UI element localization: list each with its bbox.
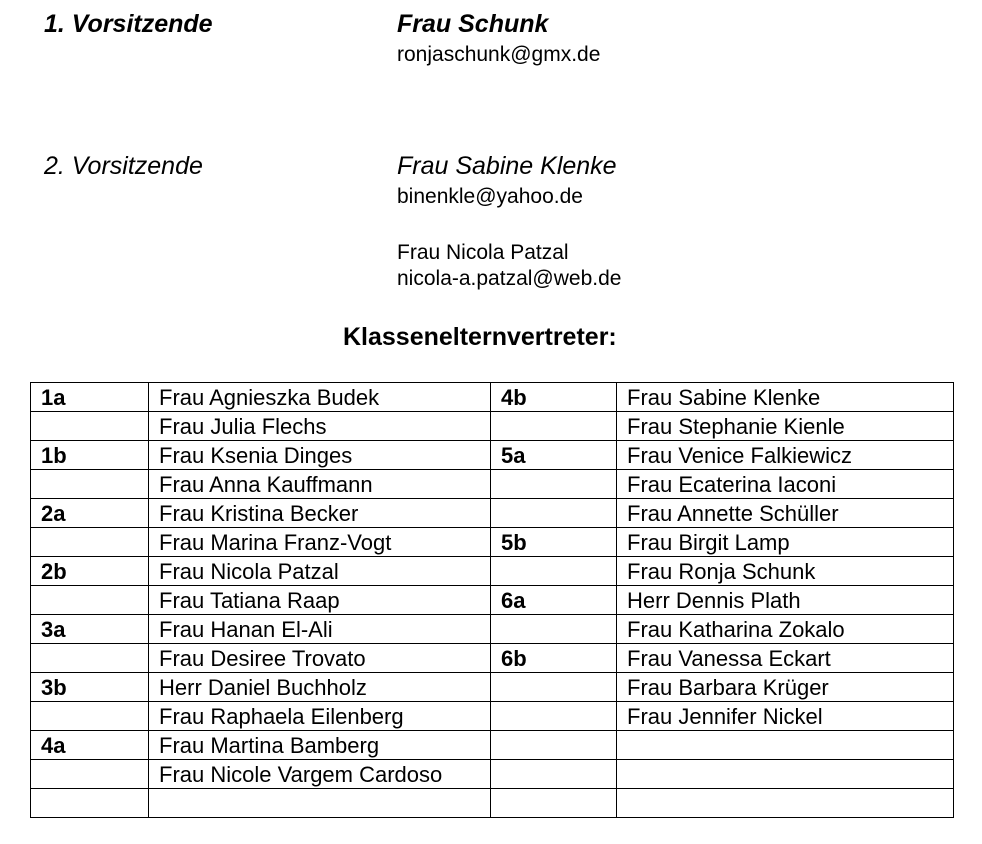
name-cell: Frau Barbara Krüger [617,673,954,702]
name-cell: Frau Birgit Lamp [617,528,954,557]
reps-title: Klassenelternvertreter: [343,323,617,351]
class-cell: 6b [491,644,617,673]
name-cell: Herr Dennis Plath [617,586,954,615]
chair2-role: 2. Vorsitzende [44,152,203,180]
table-row [31,586,954,615]
name-cell: Frau Kristina Becker [149,499,491,528]
table-row [31,644,954,673]
table-row [31,528,954,557]
class-cell [31,644,149,673]
name-cell: Frau Marina Franz-Vogt [149,528,491,557]
table-row [31,441,954,470]
chair2-email[interactable]: binenkle@yahoo.de [397,185,583,208]
name-cell: Herr Daniel Buchholz [149,673,491,702]
chair2-co-email[interactable]: nicola-a.patzal@web.de [397,267,622,290]
name-cell: Frau Hanan El-Ali [149,615,491,644]
table-row [31,702,954,731]
name-cell: Frau Katharina Zokalo [617,615,954,644]
name-cell: Frau Raphaela Eilenberg [149,702,491,731]
table-row [31,499,954,528]
class-cell: 1a [31,383,149,412]
name-cell [617,789,954,818]
class-cell: 3b [31,673,149,702]
table-row [31,557,954,586]
name-cell [149,789,491,818]
chair1-email[interactable]: ronjaschunk@gmx.de [397,43,601,66]
class-cell [491,499,617,528]
class-cell [31,470,149,499]
class-cell [491,673,617,702]
chair1-name: Frau Schunk [397,10,549,38]
name-cell: Frau Nicola Patzal [149,557,491,586]
name-cell: Frau Agnieszka Budek [149,383,491,412]
name-cell: Frau Julia Flechs [149,412,491,441]
reps-table-body [31,383,954,818]
class-cell [491,789,617,818]
name-cell: Frau Jennifer Nickel [617,702,954,731]
name-cell: Frau Nicole Vargem Cardoso [149,760,491,789]
class-cell [31,760,149,789]
class-cell: 3a [31,615,149,644]
class-cell [31,412,149,441]
name-cell: Frau Ksenia Dinges [149,441,491,470]
name-cell [617,760,954,789]
class-cell [491,412,617,441]
chair1-role: 1. Vorsitzende [44,10,213,38]
class-cell: 2b [31,557,149,586]
class-cell: 1b [31,441,149,470]
class-cell [491,470,617,499]
class-cell: 5b [491,528,617,557]
table-row [31,470,954,499]
name-cell: Frau Ecaterina Iaconi [617,470,954,499]
name-cell [617,731,954,760]
class-cell [31,528,149,557]
table-row [31,615,954,644]
table-row [31,412,954,441]
class-cell [491,557,617,586]
table-row [31,789,954,818]
class-cell [491,702,617,731]
table-row [31,731,954,760]
name-cell: Frau Venice Falkiewicz [617,441,954,470]
name-cell: Frau Martina Bamberg [149,731,491,760]
table-row [31,673,954,702]
table-row [31,383,954,412]
class-cell [31,789,149,818]
name-cell: Frau Tatiana Raap [149,586,491,615]
class-cell: 5a [491,441,617,470]
class-cell: 4a [31,731,149,760]
name-cell: Frau Sabine Klenke [617,383,954,412]
name-cell: Frau Annette Schüller [617,499,954,528]
class-cell: 6a [491,586,617,615]
class-cell [491,731,617,760]
reps-table [30,382,954,818]
class-cell [491,760,617,789]
class-cell [31,586,149,615]
name-cell: Frau Anna Kauffmann [149,470,491,499]
name-cell: Frau Ronja Schunk [617,557,954,586]
chair2-name: Frau Sabine Klenke [397,152,617,180]
class-cell: 2a [31,499,149,528]
name-cell: Frau Vanessa Eckart [617,644,954,673]
name-cell: Frau Desiree Trovato [149,644,491,673]
name-cell: Frau Stephanie Kienle [617,412,954,441]
class-cell [491,615,617,644]
class-cell [31,702,149,731]
class-cell: 4b [491,383,617,412]
table-row [31,760,954,789]
chair2-co-name: Frau Nicola Patzal [397,241,569,264]
